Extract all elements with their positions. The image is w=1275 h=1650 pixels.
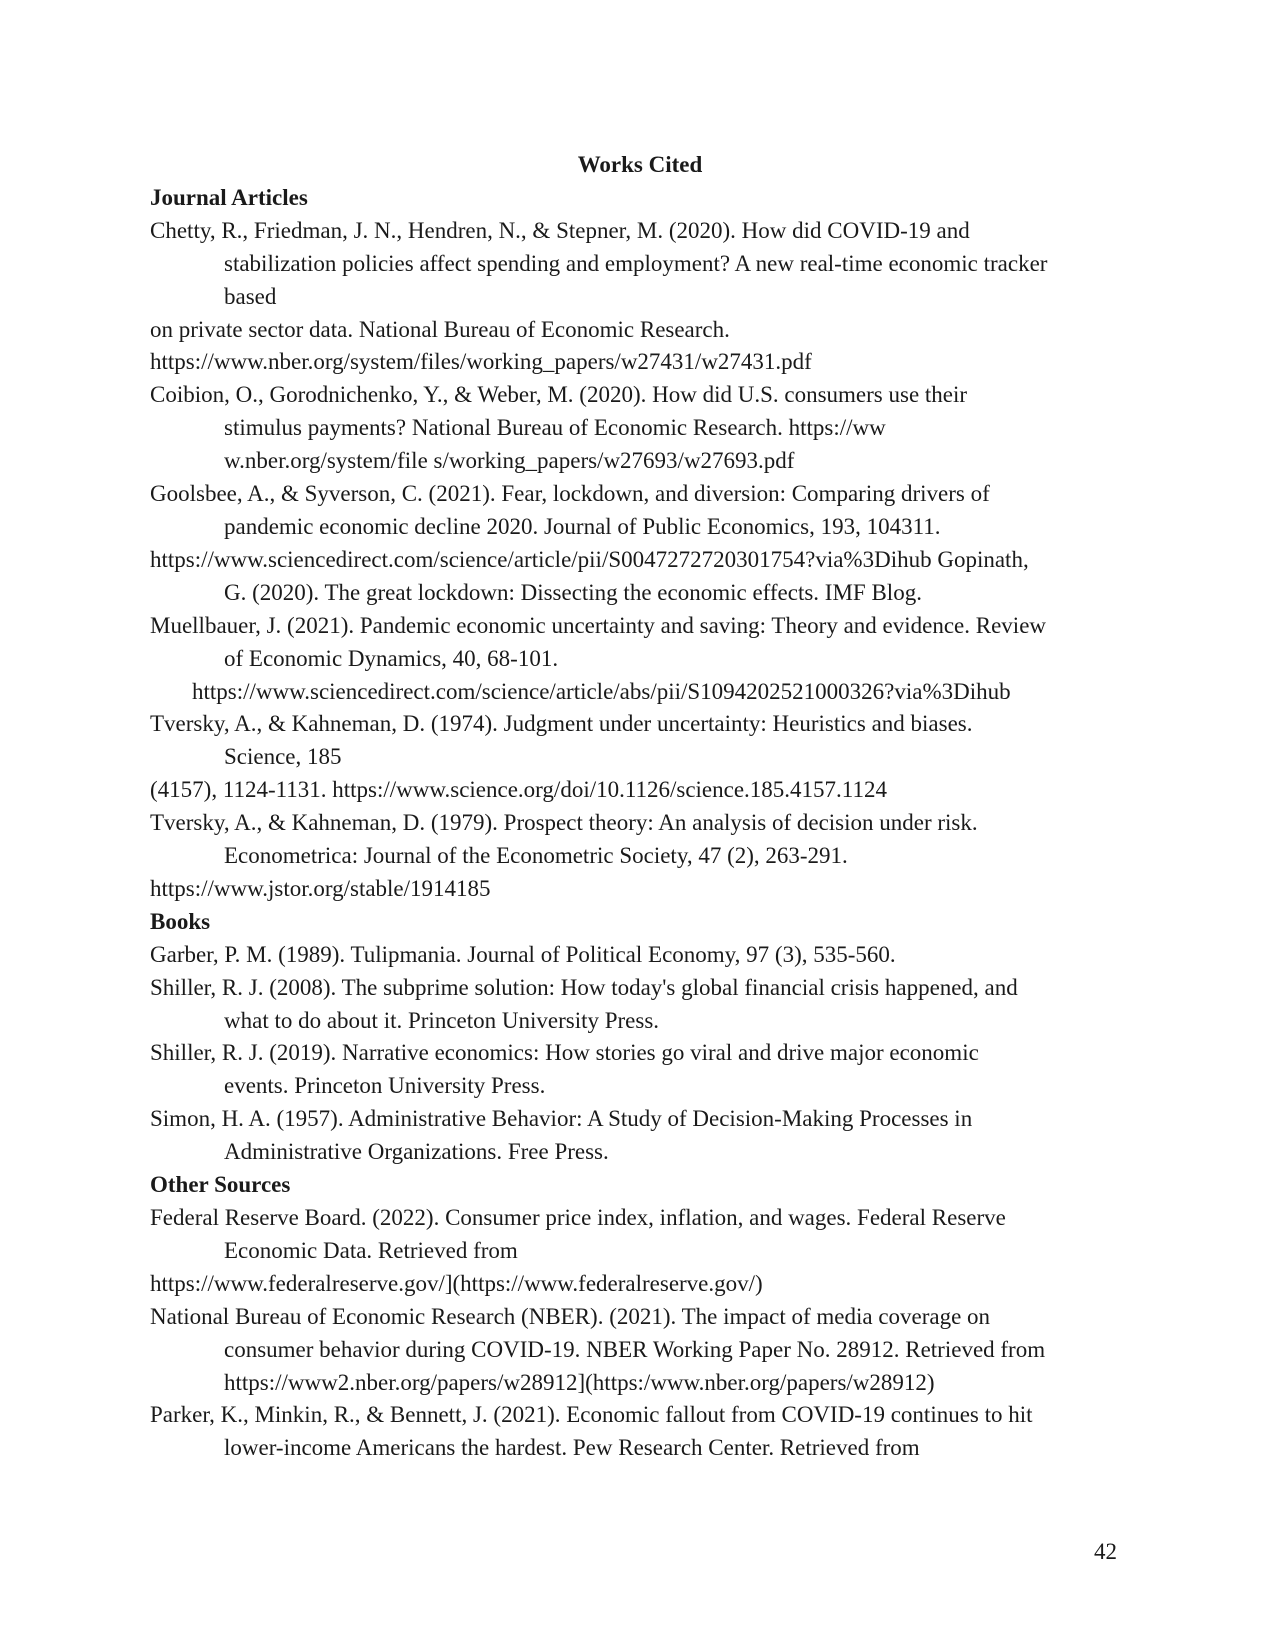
citation-goolsbee-2021 [150, 478, 1130, 610]
citation-line: Economic Data. Retrieved from [224, 1237, 518, 1263]
section-heading-other-sources: Other Sources [150, 1172, 291, 1198]
citation-url: https://www2.nber.org/papers/w28912](https:/www.nber.org/papers/w28912) [224, 1369, 935, 1395]
citation-line: Shiller, R. J. (2019). Narrative economics: How stories go viral and drive major economic [150, 1040, 979, 1066]
citation-line: G. (2020). The great lockdown: Dissecting the economic effects. IMF Blog. [224, 579, 922, 605]
citation-url: https://www.jstor.org/stable/1914185 [150, 875, 491, 901]
citation-garber-1989 [150, 939, 1130, 972]
citation-line: what to do about it. Princeton University Press. [224, 1007, 660, 1033]
citation-url: https://www.sciencedirect.com/science/article/abs/pii/S1094202521000326?via%3Dihub [192, 678, 1011, 704]
citation-line: stimulus payments? National Bureau of Economic Research. https://ww [224, 415, 886, 441]
citation-line: based [224, 283, 277, 309]
citation-muellbauer-2021 [150, 610, 1130, 709]
citation-shiller-2008 [150, 972, 1130, 1038]
citation-line: consumer behavior during COVID-19. NBER Working Paper No. 28912. Retrieved from [224, 1336, 1046, 1362]
citation-line: Science, 185 [224, 744, 342, 770]
citation-line: Econometrica: Journal of the Econometric Society, 47 (2), 263-291. [224, 843, 848, 869]
citation-line: of Economic Dynamics, 40, 68-101. [224, 645, 559, 671]
citation-coibion-2020 [150, 379, 1130, 478]
citation-shiller-2019 [150, 1037, 1130, 1103]
section-heading-books: Books [150, 908, 211, 934]
citation-line: Administrative Organizations. Free Press. [224, 1139, 609, 1165]
citation-line: stabilization policies affect spending and employment? A new real-time economic tracker [224, 250, 1048, 276]
citation-line: National Bureau of Economic Research (NBER). (2021). The impact of media coverage on [150, 1303, 991, 1329]
citation-url: w.nber.org/system/file s/working_papers/w27693/w27693.pdf [224, 448, 795, 474]
citation-parker-2021 [150, 1399, 1130, 1465]
citation-url: https://www.federalreserve.gov/](https://www.federalreserve.gov/) [150, 1270, 763, 1296]
citation-line: Parker, K., Minkin, R., & Bennett, J. (2021). Economic fallout from COVID-19 continues to hit [150, 1402, 1033, 1428]
citation-line: (4157), 1124-1131. https://www.science.org/doi/10.1126/science.185.4157.1124 [150, 777, 887, 803]
citation-url: https://www.sciencedirect.com/science/article/pii/S0047272720301754?via%3Dihub Gopinath, [150, 546, 1029, 572]
citation-line: Tversky, A., & Kahneman, D. (1974). Judgment under uncertainty: Heuristics and biases. [150, 711, 973, 737]
citation-tversky-1979 [150, 807, 1130, 906]
citation-line: Shiller, R. J. (2008). The subprime solution: How today's global financial crisis happened, and [150, 974, 1018, 1000]
citation-url: https://www.nber.org/system/files/working_papers/w27431/w27431.pdf [150, 349, 812, 375]
citation-line: lower-income Americans the hardest. Pew Research Center. Retrieved from [224, 1435, 920, 1461]
citation-line: Tversky, A., & Kahneman, D. (1979). Prospect theory: An analysis of decision under risk. [150, 810, 978, 836]
citation-line: Federal Reserve Board. (2022). Consumer price index, inflation, and wages. Federal Reserve [150, 1205, 1006, 1230]
citation-line: on private sector data. National Bureau of Economic Research. [150, 316, 730, 342]
citation-chetty-2020 [150, 215, 1130, 380]
citation-line: Garber, P. M. (1989). Tulipmania. Journal of Political Economy, 97 (3), 535-560. [150, 941, 896, 967]
citation-line: events. Princeton University Press. [224, 1073, 546, 1099]
citation-line: pandemic economic decline 2020. Journal of Public Economics, 193, 104311. [224, 513, 941, 539]
section-heading-journal-articles: Journal Articles [150, 184, 308, 210]
page-number: 42 [1094, 1539, 1117, 1564]
citation-line: Chetty, R., Friedman, J. N., Hendren, N., & Stepner, M. (2020). How did COVID-19 and [150, 217, 970, 243]
citation-nber-2021 [150, 1301, 1130, 1400]
citation-line: Coibion, O., Gorodnichenko, Y., & Weber, M. (2020). How did U.S. consumers use their [150, 382, 968, 408]
citation-simon-1957 [150, 1103, 1130, 1169]
citation-line: Simon, H. A. (1957). Administrative Behavior: A Study of Decision-Making Processes in [150, 1106, 973, 1132]
page-title: Works Cited [577, 152, 703, 177]
works-cited-body [150, 149, 1130, 1465]
citation-federal-reserve-2022 [150, 1202, 1130, 1301]
citation-tversky-1974 [150, 708, 1130, 807]
citation-line: Muellbauer, J. (2021). Pandemic economic uncertainty and saving: Theory and evidence. Review [150, 612, 1047, 638]
citation-line: Goolsbee, A., & Syverson, C. (2021). Fear, lockdown, and diversion: Comparing drivers of [150, 481, 990, 507]
